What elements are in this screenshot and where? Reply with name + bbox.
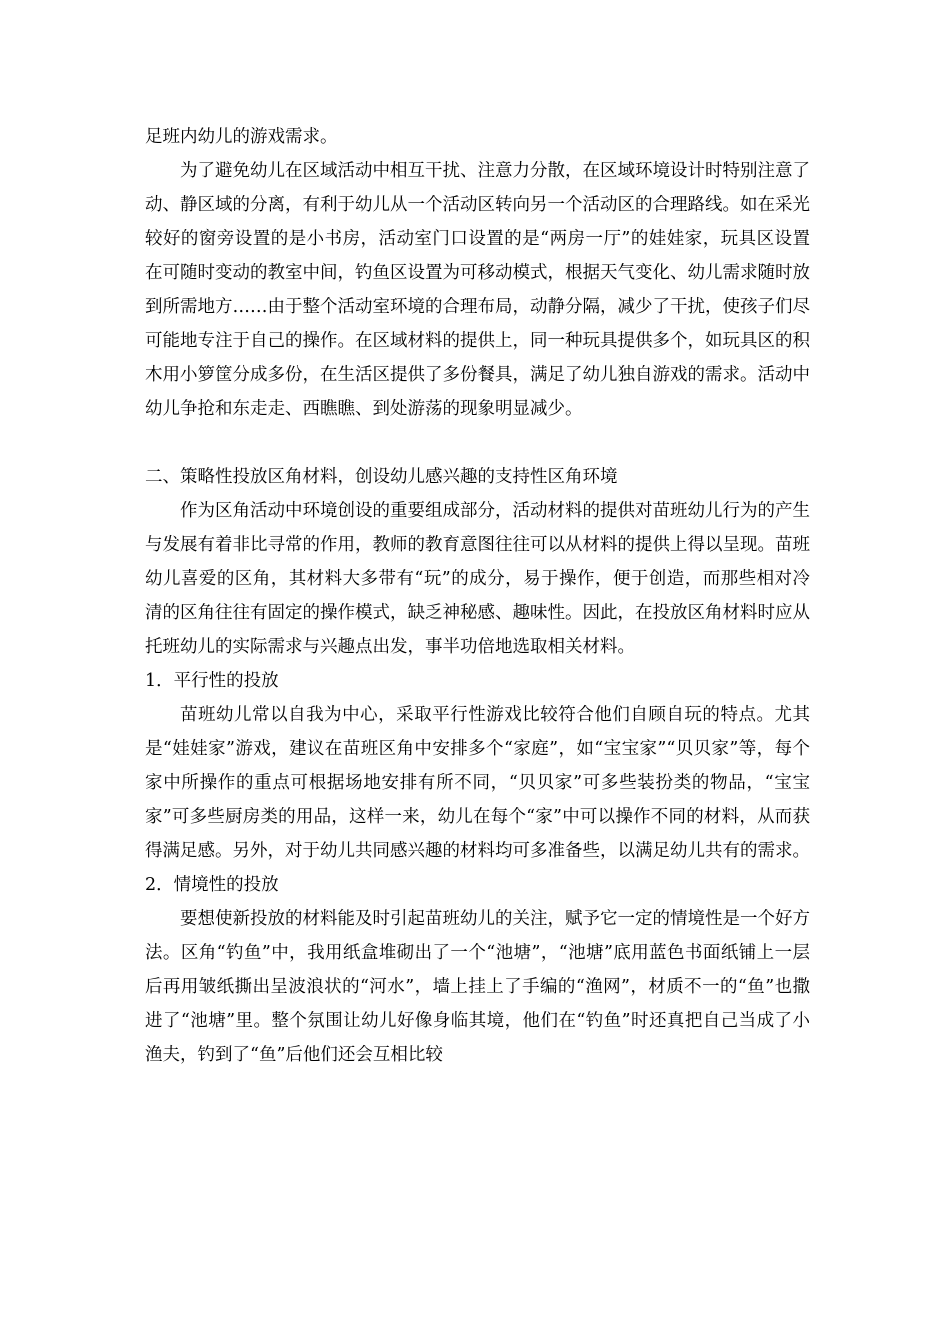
paragraph-materials-intro: 作为区角活动中环境创设的重要组成部分，活动材料的提供对苗班幼儿行为的产生与发展有着非比寻常的作用，教师的教育意图往往可以从材料的提供上得以呈现。苗班幼儿喜爱的区角，其材料大多带有“玩”的成分，易于操作，便于创造，而那些相对冷清的区角往往有固定的操作模式，缺乏神秘感、趣味性。因此，在投放区角材料时应从托班幼儿的实际需求与兴趣点出发，事半功倍地选取相关材料。 [145,501,810,657]
document-page [145,120,810,1072]
subsection-heading-parallel: 1．平行性的投放 [145,671,279,691]
paragraph-situational-placement: 要想使新投放的材料能及时引起苗班幼儿的关注，赋予它一定的情境性是一个好方法。区角“钓鱼”中，我用纸盒堆砌出了一个“池塘”，“池塘”底用蓝色书面纸铺上一层后再用皱纸撕出呈波浪状的“河水”，墙上挂上了手编的“渔网”，材质不一的“鱼”也撒进了“池塘”里。整个氛围让幼儿好像身临其境，他们在“钓鱼”时还真把自己当成了小渔夫，钓到了“鱼”后他们还会互相比较 [145,909,810,1065]
paragraph-parallel-placement: 苗班幼儿常以自我为中心，采取平行性游戏比较符合他们自顾自玩的特点。尤其是“娃娃家”游戏，建议在苗班区角中安排多个“家庭”，如“宝宝家”“贝贝家”等，每个家中所操作的重点可根据场地安排有所不同，“贝贝家”可多些装扮类的物品，“宝宝家”可多些厨房类的用品，这样一来，幼儿在每个“家”中可以操作不同的材料，从而获得满足感。另外，对于幼儿共同感兴趣的材料均可多准备些，以满足幼儿共有的需求。 [145,705,810,861]
paragraph-area-separation: 为了避免幼儿在区域活动中相互干扰、注意力分散，在区域环境设计时特别注意了动、静区域的分离，有利于幼儿从一个活动区转向另一个活动区的合理路线。如在采光较好的窗旁设置的是小书房，活动室门口设置的是“两房一厅”的娃娃家，玩具区设置在可随时变动的教室中间，钓鱼区设置为可移动模式，根据天气变化、幼儿需求随时放到所需地方……由于整个活动室环境的合理布局，动静分隔，减少了干扰，使孩子们尽可能地专注于自己的操作。在区域材料的提供上，同一种玩具提供多个，如玩具区的积木用小箩筐分成多份，在生活区提供了多份餐具，满足了幼儿独自游戏的需求。活动中幼儿争抢和东走走、西瞧瞧、到处游荡的现象明显减少。 [145,161,810,419]
paragraph-continued: 足班内幼儿的游戏需求。 [145,127,338,147]
section-heading-2: 二、策略性投放区角材料，创设幼儿感兴趣的支持性区角环境 [145,467,618,487]
subsection-heading-situational: 2．情境性的投放 [145,875,279,895]
section-spacer [145,426,810,460]
